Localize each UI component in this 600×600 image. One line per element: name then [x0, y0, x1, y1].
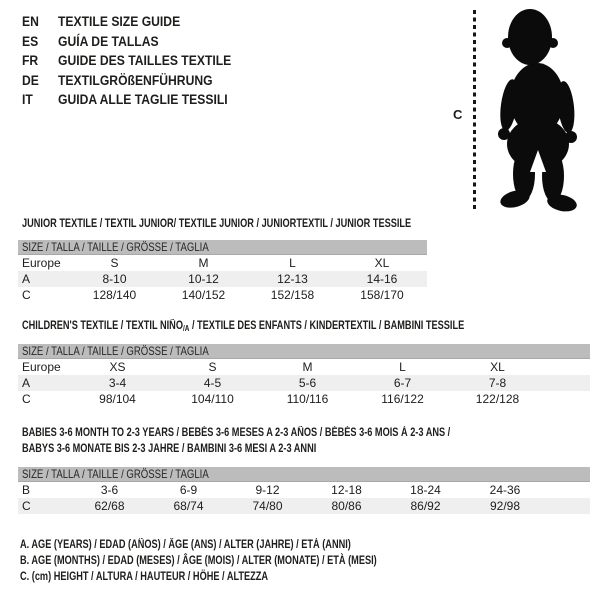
age-cell: 3-6: [100, 483, 119, 497]
spacer-cell: [545, 375, 590, 391]
babies-title-line1: BABIES 3-6 MONTH TO 2-3 YEARS / BEBÉS 3-6 MESES A 2-3 AÑOS / BÉBÉS 3-6 MOIS À 2-3 ANS /: [22, 427, 451, 439]
nino-a-subscript: /A: [182, 324, 190, 333]
row-label: B: [22, 483, 31, 497]
language-title: GUÍA DE TALLAS: [58, 33, 159, 49]
spacer-cell: [545, 359, 590, 375]
row-label: C: [22, 288, 31, 302]
height-cell: 110/116: [286, 392, 329, 406]
height-cell: 62/68: [70, 498, 149, 514]
row-label: C: [18, 498, 70, 514]
height-cell: 92/98: [465, 498, 545, 514]
legend: [20, 537, 377, 585]
size-cell: S: [110, 256, 119, 270]
age-cell: 9-12: [255, 483, 280, 497]
size-cell: M: [198, 256, 209, 270]
height-cell: 158/170: [360, 288, 404, 302]
size-cell: S: [208, 360, 217, 374]
language-row-es: [22, 32, 231, 52]
height-cell: 80/86: [307, 498, 386, 514]
height-cell: 98/104: [99, 392, 136, 406]
height-cell: 140/152: [181, 288, 226, 302]
language-title: TEXTILE SIZE GUIDE: [58, 14, 181, 29]
age-cell: 7-8: [450, 375, 545, 391]
legend-line-height-cm: C. (cm) HEIGHT / ALTURA / HAUTEUR / HÖHE / ALTEZZA: [20, 571, 269, 583]
children-size-header-bar: [18, 344, 590, 359]
language-code: ES: [22, 33, 39, 49]
language-title: GUIDE DES TAILLES TEXTILE: [58, 53, 232, 68]
age-cell: 10-12: [159, 271, 248, 287]
language-code: IT: [22, 92, 33, 107]
language-title: TEXTILGRÖßENFÜHRUNG: [58, 72, 213, 88]
language-code: EN: [22, 14, 39, 29]
table-row-europe: [18, 255, 427, 271]
table-row-europe: [18, 359, 590, 375]
babies-title-line2: BABYS 3-6 MONATE BIS 2-3 JAHRE / BAMBINI 3-6 MESI A 2-3 ANNI: [22, 443, 317, 455]
age-cell: 4-5: [165, 375, 260, 391]
language-row-fr: [22, 51, 231, 71]
language-row-it: [22, 90, 231, 110]
spacer-cell: [545, 391, 590, 407]
height-cell: 86/92: [386, 498, 465, 514]
spacer-cell: [545, 498, 590, 514]
table-row-height: [18, 287, 427, 303]
size-cell: XL: [490, 360, 505, 374]
row-label: C: [22, 392, 31, 406]
age-cell: 8-10: [70, 271, 159, 287]
babies-table-title: [22, 425, 450, 457]
language-code: FR: [22, 53, 39, 68]
size-header-label: SIZE / TALLA / TAILLE / GRÖSSE / TAGLIA: [22, 467, 209, 481]
size-cell: L: [399, 360, 406, 374]
language-row-en: [22, 12, 231, 32]
babies-size-table: [18, 482, 590, 514]
children-size-table: [18, 359, 590, 407]
babies-size-header-bar: [18, 467, 590, 482]
table-row-age: [18, 375, 590, 391]
age-cell: 14-16: [337, 271, 427, 287]
age-cell: 24-36: [489, 483, 521, 497]
size-header-label: SIZE / TALLA / TAILLE / GRÖSSE / TAGLIA: [22, 240, 209, 254]
height-cell: 128/140: [92, 288, 137, 302]
size-cell: L: [289, 256, 296, 270]
row-label: A: [18, 375, 70, 391]
height-cell: 74/80: [228, 498, 307, 514]
junior-size-header-bar: [18, 240, 427, 255]
height-cell: 104/110: [191, 392, 234, 406]
language-code: DE: [22, 72, 39, 88]
size-cell: XL: [374, 256, 390, 270]
age-cell: 18-24: [410, 483, 441, 497]
height-cell: 116/122: [381, 392, 424, 406]
baby-silhouette-icon: [485, 7, 592, 212]
table-row-height: [18, 391, 590, 407]
height-measure-line: [473, 10, 476, 209]
age-cell: 6-7: [355, 375, 450, 391]
children-table-title: CHILDREN'S TEXTILE / TEXTIL NIÑO/A / TEXTILE DES ENFANTS / KINDERTEXTIL / BAMBINI TESSILE: [22, 320, 465, 333]
table-row-height: [18, 498, 590, 514]
language-row-de: [22, 71, 231, 91]
spacer-cell: [545, 482, 590, 498]
age-cell: 12-18: [331, 483, 362, 497]
row-label: Europe: [22, 360, 61, 374]
size-cell: XS: [109, 360, 126, 374]
age-cell: 3-4: [70, 375, 165, 391]
row-label: Europe: [22, 256, 61, 270]
language-title: GUIDA ALLE TAGLIE TESSILI: [58, 92, 228, 107]
table-row-age: [18, 271, 427, 287]
size-cell: M: [302, 360, 313, 374]
height-cell: 122/128: [475, 392, 520, 406]
age-cell: 5-6: [260, 375, 355, 391]
legend-line-age-months: B. AGE (MONTHS) / EDAD (MESES) / ÂGE (MOIS) / ALTER (MONATE) / ETÀ (MESI): [20, 555, 377, 567]
row-label: A: [18, 271, 70, 287]
size-header-label: SIZE / TALLA / TAILLE / GRÖSSE / TAGLIA: [22, 344, 209, 358]
age-cell: 12-13: [248, 271, 337, 287]
height-cell: 68/74: [149, 498, 228, 514]
height-cell: 152/158: [270, 288, 315, 302]
junior-size-table: [18, 255, 427, 303]
table-row-age-months: [18, 482, 590, 498]
junior-table-title: JUNIOR TEXTILE / TEXTIL JUNIOR/ TEXTILE JUNIOR / JUNIORTEXTIL / JUNIOR TESSILE: [22, 218, 412, 230]
legend-line-age-years: A. AGE (YEARS) / EDAD (AÑOS) / ÂGE (ANS) / ALTER (JAHRE) / ETÀ (ANNI): [20, 539, 351, 551]
height-measure-label: C: [453, 107, 463, 122]
age-cell: 6-9: [179, 483, 198, 497]
language-title-list: [22, 12, 231, 110]
